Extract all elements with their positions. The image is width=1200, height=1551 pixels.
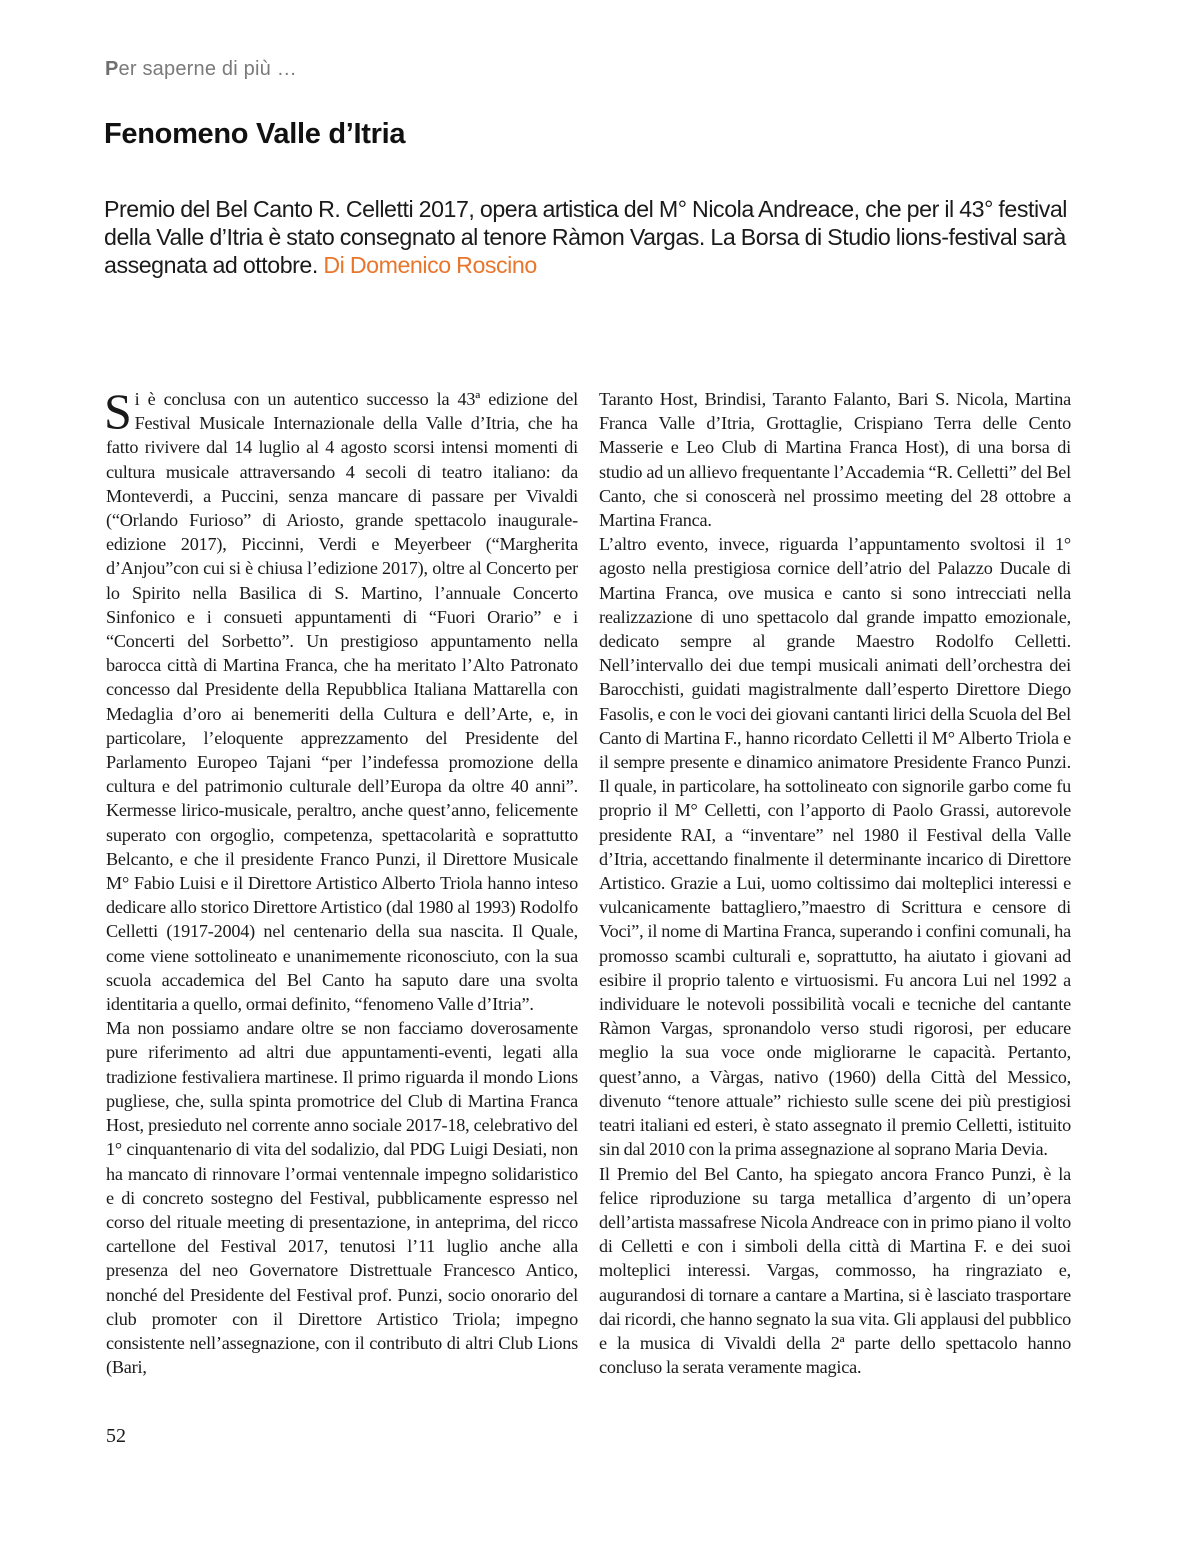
author-byline: Di Domenico Roscino <box>323 252 537 278</box>
section-label <box>105 58 297 81</box>
article-paragraph <box>104 383 578 1016</box>
page-title: Fenomeno Valle d’Itria <box>104 118 406 150</box>
article-column-right <box>599 387 1071 1379</box>
article-paragraph: Il Premio del Bel Canto, ha spiegato ancora Franco Punzi, è la felice riproduzione su targa metallica d’argento di un’opera dell’artista massafrese Nicola Andreace con in primo piano il volto di Celletti e con i simboli della città di Martina F. e dei suoi molteplici interessi. Vargas, commosso, ha ringraziato e, augurandosi di tornare a cantare a Martina, si è lasciato trasportare dai ricordi, che hanno segnato la sua vita. Gli applausi del pubblico e la musica di Vivaldi della 2ª parte dello spettacolo hanno concluso la serata veramente magica. <box>599 1163 1071 1378</box>
section-label-initial: P <box>105 58 119 80</box>
article-paragraph: Ma non possiamo andare oltre se non facciamo doverosamente pure riferimento ad altri due appuntamenti-eventi, legati alla tradizione festivaliera martinese. Il primo riguarda il mondo Lions pugliese, che, sulla spinta promotrice del Club di Martina Franca Host, presieduto nel corrente anno sociale 2017-18, celebrativo del 1° cinquantenario di vita del sodalizio, dal PDG Luigi Desiati, non ha mancato di rinnovare l’ormai ventennale impegno solidaristico e di concreto sostegno del Festival, pubblicamente espresso nel corso del rituale meeting di presentazione, in anteprima, del ricco cartellone del Festival 2017, tenutosi l’11 luglio anche alla presenza del neo Governatore Distrettuale Francesco Antico, nonché del Presidente del Festival prof. Punzi, socio onorario del club promoter con il Direttore Artistico Triola; impegno consistente nell’assegnazione, con il contributo di altri Club Lions (Bari, <box>106 1018 578 1378</box>
page-number: 52 <box>106 1425 126 1447</box>
section-label-rest: er saperne di più … <box>118 58 297 80</box>
article-paragraph: L’altro evento, invece, riguarda l’appuntamento svoltosi il 1° agosto nella prestigiosa cornice dell’atrio del Palazzo Ducale di Martina Franca, ove musica e canto si sono intrecciati nella realizzazione di uno spettacolo dal grande impatto emozionale, dedicato sempre al grande Maestro Rodolfo Celletti. Nell’intervallo dei due tempi musicali animati dell’orchestra dei Barocchisti, guidati magistralmente dall’esperto Direttore Diego Fasolis, e con le voci dei giovani cantanti lirici della Scuola del Bel Canto di Martina F., hanno ricordato Celletti il M° Alberto Triola e il sempre presente e dinamico animatore Presidente Franco Punzi. Il quale, in particolare, ha sottolineato con signorile garbo come fu proprio il M° Celletti, con l’apporto di Paolo Grassi, autorevole presidente RAI, a “inventare” nel 1980 il Festival della Valle d’Itria, accettando finalmente il determinante incarico di Direttore Artistico. Grazie a Lui, uomo coltissimo dai molteplici interessi e vulcanicamente battagliero,”maestro di Scrittura e censore di Voci”, il nome di Martina Franca, superando i confini comunali, ha promosso scambi culturali e, soprattutto, ha aiutato i giovani ad esibire il proprio talento e virtuosismi. Fu ancora Lui nel 1992 a individuare le notevoli possibilità vocali e tecniche del cantante Ràmon Vargas, spronandolo verso studi rigorosi, per educare meglio la sua voce onde migliorarne le capacità. Pertanto, quest’anno, a Vàrgas, nativo (1960) della Città del Messico, divenuto “tenore attuale” richiesto sulle scene dei più prestigiosi teatri italiani ed esteri, è stato assegnato il premio Celletti, istituito sin dal 2010 con la prima assegnazione al soprano Maria Devia. <box>599 534 1071 1160</box>
subtitle-text: Premio del Bel Canto R. Celletti 2017, opera artistica del M° Nicola Andreace, che per il 43° festival della Valle d’Itria è stato consegnato al tenore Ràmon Vargas. La Borsa di Studio lions-festival sarà assegnata ad ottobre. <box>104 196 1067 278</box>
article-paragraph: Taranto Host, Brindisi, Taranto Falanto, Bari S. Nicola, Martina Franca Valle d’Itria, Grottaglie, Crispiano Terra delle Cento Masserie e Leo Club di Martina Franca Host), di una borsa di studio ad un allievo frequentante l’Accademia “R. Celletti” del Bel Canto, che si conoscerà nel prossimo meeting del 28 ottobre a Martina Franca. <box>599 389 1071 531</box>
article-column-left <box>104 383 578 1379</box>
paragraph-text: i è conclusa con un autentico successo la 43ª edizione del Festival Musicale Internazionale della Valle d’Itria, che ha fatto rivivere dal 14 luglio al 4 agosto scorsi intensi momenti di cultura musicale attraversando 4 secoli di teatro italiano: da Monteverdi, a Puccini, senza mancare di passare per Vivaldi (“Orlando Furioso” di Ariosto, grande spettacolo inaugurale-edizione 2017), Piccinni, Verdi e Meyerbeer (“Margherita d’Anjou”con cui si è chiusa l’edizione 2017), oltre al Concerto per lo Spirito nella Basilica di S. Martino, l’annuale Concerto Sinfonico e i consueti appuntamenti di “Fuori Orario” e i “Concerti del Sorbetto”. Un prestigioso appuntamento nella barocca città di Martina Franca, che ha meritato l’Alto Patronato concesso dal Presidente della Repubblica Italiana Mattarella con Medaglia d’oro ai benemeriti della Cultura e dell’Arte, e, in particolare, l’eloquente apprezzamento del Presidente del Parlamento Europeo Tajani “per l’indefessa promozione della cultura e del patrimonio culturale dell’Europa da oltre 40 anni”. Kermesse lirico-musicale, peraltro, anche quest’anno, felicemente superato con orgoglio, competenza, spettacolarità e soprattutto Belcanto, e che il presidente Franco Punzi, il Direttore Musicale M° Fabio Luisi e il Direttore Artistico Alberto Triola hanno inteso dedicare allo storico Direttore Artistico (dal 1980 al 1993) Rodolfo Celletti (1917-2004) nel centenario della sua nascita. Il Quale, come viene sottolineato e unanimemente riconosciuto, con la sua scuola accademica del Bel Canto ha saputo dare una svolta identitaria a quello, ormai definito, “fenomeno Valle d’Itria”. <box>106 389 578 1015</box>
article-subtitle <box>104 195 1079 279</box>
drop-cap: S <box>104 383 132 439</box>
